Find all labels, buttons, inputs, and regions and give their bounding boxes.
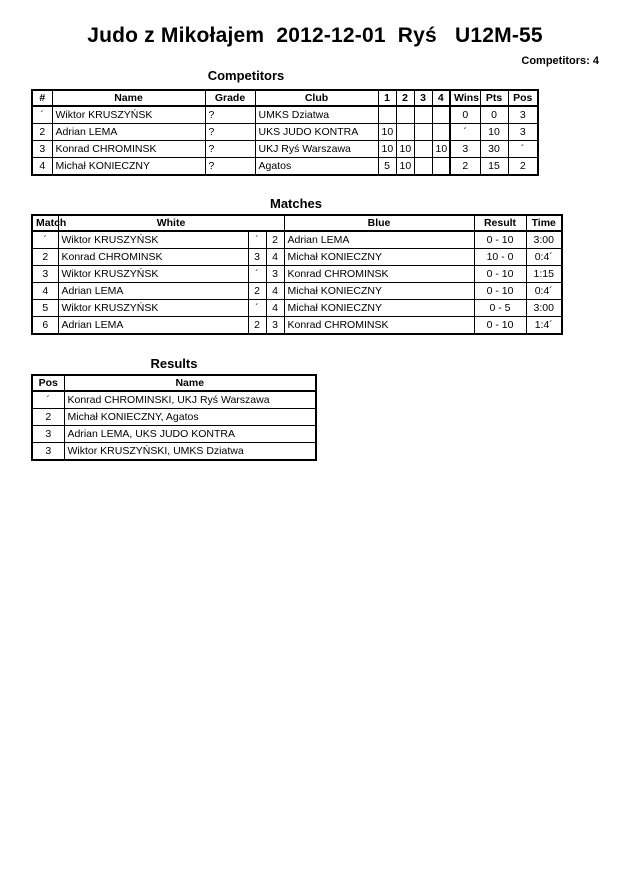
- col-score-1: 1: [378, 90, 396, 106]
- score-vs-4: 10: [432, 141, 450, 158]
- competitor-name: Konrad CHROMINSK: [52, 141, 205, 158]
- match-row: [32, 266, 562, 283]
- white-competitor: Konrad CHROMINSK: [58, 249, 248, 266]
- result-row: [32, 409, 316, 426]
- match-number: 5: [32, 300, 58, 317]
- blue-competitor: Michał KONIECZNY: [284, 300, 474, 317]
- blue-number: 4: [266, 283, 284, 300]
- blue-number: 2: [266, 231, 284, 249]
- competitor-club: UKS JUDO KONTRA: [255, 124, 378, 141]
- competitor-points: 15: [480, 158, 508, 176]
- col-pos: Pos: [32, 375, 64, 391]
- result-position: ´: [32, 391, 64, 409]
- match-number: 3: [32, 266, 58, 283]
- blue-competitor: Konrad CHROMINSK: [284, 266, 474, 283]
- results-heading: Results: [150, 356, 198, 371]
- result-position: 2: [32, 409, 64, 426]
- competitor-club: UKJ Ryś Warszawa: [255, 141, 378, 158]
- match-result: 10 - 0: [474, 249, 526, 266]
- competitor-grade: ?: [205, 124, 255, 141]
- match-result: 0 - 10: [474, 317, 526, 335]
- page-title: Judo z Mikołajem 2012-12-01 Ryś U12M-55: [87, 24, 543, 47]
- blue-number: 4: [266, 249, 284, 266]
- score-vs-3: [414, 158, 432, 176]
- competitor-position: 3: [508, 124, 538, 141]
- col-name: Name: [64, 375, 316, 391]
- match-result: 0 - 10: [474, 266, 526, 283]
- score-vs-2: [396, 124, 414, 141]
- white-number: ´: [248, 231, 266, 249]
- matches-table: [31, 214, 563, 335]
- match-result: 0 - 10: [474, 231, 526, 249]
- competitor-grade: ?: [205, 158, 255, 176]
- col-grade: Grade: [205, 90, 255, 106]
- match-result: 0 - 10: [474, 283, 526, 300]
- white-number: 3: [248, 249, 266, 266]
- competitor-points: 0: [480, 106, 508, 124]
- score-vs-4: [432, 124, 450, 141]
- score-vs-2: 10: [396, 141, 414, 158]
- competitors-table: [31, 89, 539, 176]
- col-pos: Pos: [508, 90, 538, 106]
- result-row: [32, 443, 316, 461]
- competitor-position: 2: [508, 158, 538, 176]
- score-vs-1: 10: [378, 124, 396, 141]
- competitor-row: [32, 141, 538, 158]
- competitor-points: 30: [480, 141, 508, 158]
- col-time: Time: [526, 215, 562, 231]
- result-row: [32, 391, 316, 409]
- white-competitor: Adrian LEMA: [58, 283, 248, 300]
- competitor-row: [32, 124, 538, 141]
- competitor-number: 2: [32, 124, 52, 141]
- col-pts: Pts: [480, 90, 508, 106]
- competitor-row: [32, 158, 538, 176]
- matches-heading: Matches: [269, 196, 323, 211]
- blue-competitor: Adrian LEMA: [284, 231, 474, 249]
- competitor-wins: 2: [450, 158, 480, 176]
- competitors-header-row: [32, 90, 538, 106]
- competitor-number: ´: [32, 106, 52, 124]
- competitor-name: Adrian LEMA: [52, 124, 205, 141]
- competitor-name: Wiktor KRUSZYŃSK: [52, 106, 205, 124]
- result-name: Michał KONIECZNY, Agatos: [64, 409, 316, 426]
- col-num: #: [32, 90, 52, 106]
- white-number: ´: [248, 266, 266, 283]
- competitor-name: Michał KONIECZNY: [52, 158, 205, 176]
- blue-competitor: Konrad CHROMINSK: [284, 317, 474, 335]
- score-vs-3: [414, 141, 432, 158]
- score-vs-2: [396, 106, 414, 124]
- white-competitor: Wiktor KRUSZYŃSK: [58, 266, 248, 283]
- competitors-heading: Competitors: [207, 68, 285, 83]
- col-score-3: 3: [414, 90, 432, 106]
- competitor-grade: ?: [205, 106, 255, 124]
- white-number: 2: [248, 317, 266, 335]
- col-name: Name: [52, 90, 205, 106]
- competitor-row: [32, 106, 538, 124]
- competitor-wins: 0: [450, 106, 480, 124]
- competitor-club: UMKS Dziatwa: [255, 106, 378, 124]
- match-row: [32, 231, 562, 249]
- white-number: ´: [248, 300, 266, 317]
- white-competitor: Wiktor KRUSZYŃSK: [58, 231, 248, 249]
- col-score-4: 4: [432, 90, 450, 106]
- col-club: Club: [255, 90, 378, 106]
- competitor-grade: ?: [205, 141, 255, 158]
- white-competitor: Wiktor KRUSZYŃSK: [58, 300, 248, 317]
- result-name: Adrian LEMA, UKS JUDO KONTRA: [64, 426, 316, 443]
- competitor-wins: ´: [450, 124, 480, 141]
- competitor-club: Agatos: [255, 158, 378, 176]
- results-table: [31, 374, 317, 461]
- match-row: [32, 317, 562, 335]
- blue-competitor: Michał KONIECZNY: [284, 283, 474, 300]
- match-time: 3:00: [526, 231, 562, 249]
- blue-competitor: Michał KONIECZNY: [284, 249, 474, 266]
- matches-header-row: [32, 215, 562, 231]
- result-name: Wiktor KRUSZYŃSKI, UMKS Dziatwa: [64, 443, 316, 461]
- competitor-position: 3: [508, 106, 538, 124]
- score-vs-3: [414, 106, 432, 124]
- score-vs-4: [432, 106, 450, 124]
- col-wins: Wins: [450, 90, 480, 106]
- competitors-count: Competitors: 4: [521, 55, 599, 67]
- match-time: 3:00: [526, 300, 562, 317]
- score-vs-1: 5: [378, 158, 396, 176]
- score-vs-4: [432, 158, 450, 176]
- competitor-number: 3: [32, 141, 52, 158]
- match-time: 0:4´: [526, 283, 562, 300]
- result-position: 3: [32, 426, 64, 443]
- match-time: 0:4´: [526, 249, 562, 266]
- score-vs-3: [414, 124, 432, 141]
- score-vs-1: [378, 106, 396, 124]
- match-row: [32, 283, 562, 300]
- score-vs-2: 10: [396, 158, 414, 176]
- white-competitor: Adrian LEMA: [58, 317, 248, 335]
- result-position: 3: [32, 443, 64, 461]
- competitor-number: 4: [32, 158, 52, 176]
- col-result: Result: [474, 215, 526, 231]
- match-time: 1:4´: [526, 317, 562, 335]
- result-name: Konrad CHROMINSKI, UKJ Ryś Warszawa: [64, 391, 316, 409]
- competitor-points: 10: [480, 124, 508, 141]
- blue-number: 3: [266, 266, 284, 283]
- match-row: [32, 249, 562, 266]
- blue-number: 3: [266, 317, 284, 335]
- col-white: White: [58, 215, 284, 231]
- competitor-position: ´: [508, 141, 538, 158]
- match-number: 6: [32, 317, 58, 335]
- match-time: 1:15: [526, 266, 562, 283]
- col-match: Match: [32, 215, 58, 231]
- col-score-2: 2: [396, 90, 414, 106]
- white-number: 2: [248, 283, 266, 300]
- match-result: 0 - 5: [474, 300, 526, 317]
- results-header-row: [32, 375, 316, 391]
- competitor-wins: 3: [450, 141, 480, 158]
- match-number: 4: [32, 283, 58, 300]
- result-row: [32, 426, 316, 443]
- match-number: ´: [32, 231, 58, 249]
- score-vs-1: 10: [378, 141, 396, 158]
- blue-number: 4: [266, 300, 284, 317]
- match-number: 2: [32, 249, 58, 266]
- col-blue: Blue: [284, 215, 474, 231]
- match-row: [32, 300, 562, 317]
